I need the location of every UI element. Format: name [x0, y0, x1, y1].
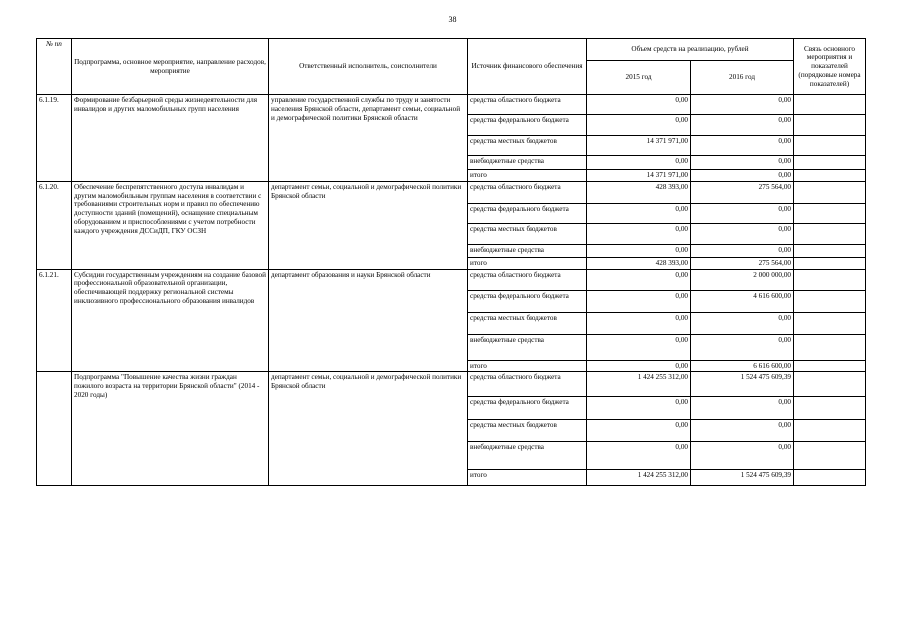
amount-y2015: 1 424 255 312,00 — [587, 372, 691, 397]
indicator-link — [794, 136, 866, 156]
funding-source: средства местных бюджетов — [468, 223, 587, 244]
indicator-link — [794, 312, 866, 334]
indicator-link — [794, 372, 866, 397]
header-link: Связь основного мероприятия и показателей (порядковые номера показателей) — [794, 39, 866, 95]
indicator-link — [794, 115, 866, 136]
header-program: Подпрограмма, основное мероприятие, направление расходов, мероприятие — [72, 39, 269, 95]
header-source: Источник финансового обеспечения — [468, 39, 587, 95]
amount-y2015: 0,00 — [587, 95, 691, 115]
amount-y2016: 2 000 000,00 — [691, 269, 794, 290]
funding-source: итого — [468, 360, 587, 372]
indicator-link — [794, 420, 866, 442]
indicator-link — [794, 257, 866, 269]
table-row — [37, 269, 866, 290]
measure-name: Формирование безбарьерной среды жизнедеятельности для инвалидов и других маломобильных групп населения — [72, 95, 269, 182]
amount-y2016: 0,00 — [691, 420, 794, 442]
amount-y2016: 0,00 — [691, 115, 794, 136]
executor: департамент образования и науки Брянской области — [269, 269, 468, 372]
amount-y2016: 0,00 — [691, 95, 794, 115]
financing-table — [36, 38, 866, 486]
indicator-link — [794, 170, 866, 182]
table-body — [37, 95, 866, 486]
executor: управление государственной службы по труду и занятости населения Брянской области, департамент семьи, социальной и демографической политики Брянской области — [269, 95, 468, 182]
amount-y2016: 275 564,00 — [691, 181, 794, 203]
indicator-link — [794, 397, 866, 420]
funding-source: средства федерального бюджета — [468, 290, 587, 312]
indicator-link — [794, 156, 866, 170]
header-executor: Ответственный исполнитель, соисполнители — [269, 39, 468, 95]
amount-y2015: 428 393,00 — [587, 257, 691, 269]
row-number: 6.1.20. — [37, 181, 72, 269]
table-row — [37, 95, 866, 115]
funding-source: внебюджетные средства — [468, 244, 587, 257]
funding-source: средства федерального бюджета — [468, 115, 587, 136]
amount-y2015: 428 393,00 — [587, 181, 691, 203]
executor: департамент семьи, социальной и демографической политики Брянской области — [269, 181, 468, 269]
amount-y2016: 1 524 475 609,39 — [691, 372, 794, 397]
header-2016: 2016 год — [691, 61, 794, 95]
page-number: 38 — [448, 15, 457, 24]
row-number — [37, 372, 72, 486]
indicator-link — [794, 244, 866, 257]
funding-source: внебюджетные средства — [468, 156, 587, 170]
funding-source: средства федерального бюджета — [468, 203, 587, 223]
row-number: 6.1.19. — [37, 95, 72, 182]
indicator-link — [794, 223, 866, 244]
amount-y2016: 0,00 — [691, 156, 794, 170]
amount-y2015: 0,00 — [587, 442, 691, 470]
funding-source: итого — [468, 257, 587, 269]
funding-source: внебюджетные средства — [468, 334, 587, 360]
header-2015: 2015 год — [587, 61, 691, 95]
amount-y2015: 14 371 971,00 — [587, 170, 691, 182]
amount-y2015: 0,00 — [587, 312, 691, 334]
amount-y2015: 0,00 — [587, 420, 691, 442]
indicator-link — [794, 181, 866, 203]
amount-y2015: 0,00 — [587, 244, 691, 257]
amount-y2016: 0,00 — [691, 397, 794, 420]
indicator-link — [794, 203, 866, 223]
amount-y2016: 4 616 600,00 — [691, 290, 794, 312]
amount-y2015: 1 424 255 312,00 — [587, 470, 691, 486]
amount-y2015: 0,00 — [587, 203, 691, 223]
funding-source: средства местных бюджетов — [468, 312, 587, 334]
amount-y2016: 0,00 — [691, 136, 794, 156]
funding-source: средства областного бюджета — [468, 372, 587, 397]
funding-source: итого — [468, 470, 587, 486]
amount-y2015: 0,00 — [587, 269, 691, 290]
amount-y2015: 0,00 — [587, 334, 691, 360]
indicator-link — [794, 334, 866, 360]
amount-y2016: 0,00 — [691, 334, 794, 360]
amount-y2016: 0,00 — [691, 223, 794, 244]
executor: департамент семьи, социальной и демографической политики Брянской области — [269, 372, 468, 486]
amount-y2015: 14 371 971,00 — [587, 136, 691, 156]
funding-source: средства федерального бюджета — [468, 397, 587, 420]
amount-y2016: 6 616 600,00 — [691, 360, 794, 372]
indicator-link — [794, 360, 866, 372]
amount-y2015: 0,00 — [587, 290, 691, 312]
table-row — [37, 181, 866, 203]
measure-name: Подпрограмма "Повышение качества жизни граждан пожилого возраста на территории Брянской области" (2014 - 2020 годы) — [72, 372, 269, 486]
indicator-link — [794, 290, 866, 312]
amount-y2016: 0,00 — [691, 244, 794, 257]
measure-name: Обеспечение беспрепятственного доступа инвалидам и другим маломобильным группам населения в соответствии с требованиями строительных норм и правил по обеспечению доступности зданий (помещений), оснащение специальным оборудованием и приспособлениями с учетом потребности каждого учреждения ДССиДП, ГКУ ОСЗН — [72, 181, 269, 269]
funding-source: средства областного бюджета — [468, 95, 587, 115]
indicator-link — [794, 269, 866, 290]
amount-y2015: 0,00 — [587, 156, 691, 170]
funding-source: внебюджетные средства — [468, 442, 587, 470]
funding-source: средства местных бюджетов — [468, 136, 587, 156]
amount-y2016: 0,00 — [691, 170, 794, 182]
amount-y2015: 0,00 — [587, 115, 691, 136]
indicator-link — [794, 470, 866, 486]
amount-y2015: 0,00 — [587, 360, 691, 372]
funding-source: средства областного бюджета — [468, 181, 587, 203]
amount-y2016: 275 564,00 — [691, 257, 794, 269]
amount-y2016: 0,00 — [691, 312, 794, 334]
funding-source: итого — [468, 170, 587, 182]
row-number: 6.1.21. — [37, 269, 72, 372]
amount-y2016: 0,00 — [691, 442, 794, 470]
amount-y2016: 0,00 — [691, 203, 794, 223]
indicator-link — [794, 95, 866, 115]
table-row — [37, 372, 866, 397]
funding-source: средства областного бюджета — [468, 269, 587, 290]
header-amount: Объем средств на реализацию, рублей — [587, 39, 794, 61]
header-no: № пп — [37, 39, 72, 95]
amount-y2016: 1 524 475 609,39 — [691, 470, 794, 486]
funding-source: средства местных бюджетов — [468, 420, 587, 442]
amount-y2015: 0,00 — [587, 223, 691, 244]
indicator-link — [794, 442, 866, 470]
measure-name: Субсидии государственным учреждениям на создание базовой профессиональной образовательной организации, обеспечивающей поддержку региональной системы инклюзивного профессионального образования инвалидов — [72, 269, 269, 372]
amount-y2015: 0,00 — [587, 397, 691, 420]
